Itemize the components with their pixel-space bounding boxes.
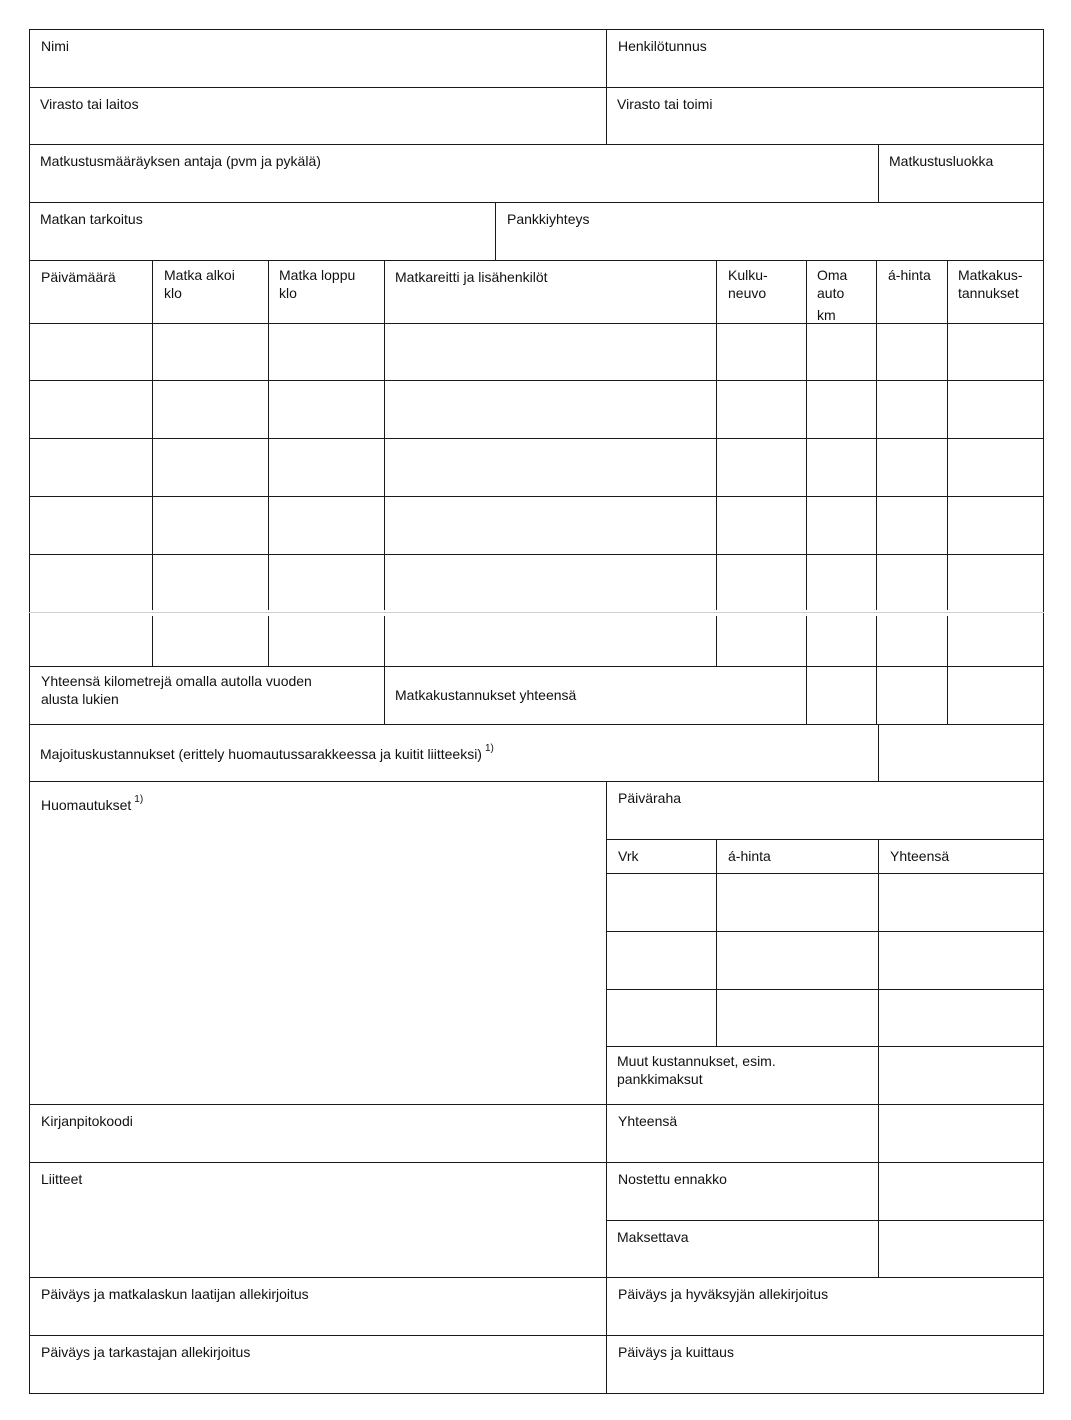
header-loppu: Matka loppu — [279, 267, 356, 283]
header-oma-auto-km: km — [817, 307, 836, 323]
rule — [606, 839, 1044, 840]
label-paivaraha: Päiväraha — [618, 790, 682, 806]
header-reitti: Matkareitti ja lisähenkilöt — [395, 269, 548, 285]
label-virasto-toimi: Virasto tai toimi — [617, 96, 713, 112]
label-yhteensa-km-2: alusta lukien — [41, 691, 119, 707]
liitteet-field[interactable] — [30, 1163, 606, 1277]
majoitus-text: Majoituskustannukset (erittely huomautussarakkeessa ja kuitit liitteeksi) — [40, 746, 482, 762]
label-henkilotunnus: Henkilötunnus — [618, 38, 707, 54]
header-a-hinta: á-hinta — [888, 267, 931, 283]
laatija-signature-field[interactable] — [30, 1278, 606, 1335]
label-yhteensa: Yhteensä — [618, 1113, 678, 1129]
header-oma-auto-2: auto — [817, 285, 845, 301]
table-row[interactable] — [30, 616, 1043, 666]
maksettava-field[interactable] — [879, 1221, 1043, 1277]
rule — [29, 260, 1044, 261]
footnote-mark: 1) — [484, 743, 494, 754]
kuittaus-signature-field[interactable] — [607, 1336, 1043, 1393]
label-matkakustannukset-yhteensa: Matkakustannukset yhteensä — [395, 687, 577, 703]
majoitus-field[interactable] — [879, 725, 1043, 781]
virasto-toimi-field[interactable] — [607, 88, 1043, 144]
label-muut-kustannukset: Muut kustannukset, esim. — [617, 1053, 776, 1069]
cost-total-field[interactable] — [948, 667, 1043, 724]
label-a-hinta: á-hinta — [728, 848, 771, 864]
table-row[interactable] — [30, 555, 1043, 610]
kirjanpitokoodi-field[interactable] — [30, 1105, 606, 1162]
table-row[interactable] — [30, 497, 1043, 554]
rule — [1043, 29, 1044, 1394]
pankkiyhteys-field[interactable] — [496, 203, 1043, 260]
table-row[interactable] — [30, 381, 1043, 438]
huomautukset-text: Huomautukset — [41, 797, 132, 813]
label-yhteensa-col: Yhteensä — [890, 848, 950, 864]
label-matkan-tarkoitus: Matkan tarkoitus — [40, 211, 143, 227]
matkustusmaarays-field[interactable] — [30, 145, 878, 202]
hyvaksyja-signature-field[interactable] — [607, 1278, 1043, 1335]
label-nimi: Nimi — [41, 38, 69, 54]
nimi-field[interactable] — [30, 30, 606, 87]
henkilotunnus-field[interactable] — [607, 30, 1043, 87]
label-nostettu-ennakko: Nostettu ennakko — [618, 1171, 727, 1187]
yhteensa-field[interactable] — [879, 1105, 1043, 1162]
label-pankkiyhteys: Pankkiyhteys — [507, 211, 590, 227]
label-maksettava: Maksettava — [617, 1229, 689, 1245]
header-paivamaara: Päivämäärä — [41, 269, 116, 285]
label-liitteet: Liitteet — [41, 1171, 83, 1187]
label-vrk: Vrk — [618, 848, 639, 864]
label-muut-kustannukset-2: pankkimaksut — [617, 1071, 703, 1087]
tarkastaja-signature-field[interactable] — [30, 1336, 606, 1393]
label-matkustusluokka: Matkustusluokka — [889, 153, 994, 169]
header-kulkuneuvo-2: neuvo — [728, 285, 767, 301]
km-total-field[interactable] — [807, 667, 876, 724]
paivaraha-row[interactable] — [607, 990, 1043, 1046]
label-paivays-tarkastaja: Päiväys ja tarkastajan allekirjoitus — [41, 1344, 251, 1360]
label-yhteensa-km: Yhteensä kilometrejä omalla autolla vuoden — [41, 673, 312, 689]
header-loppu-klo: klo — [279, 285, 297, 301]
header-alkoi-klo: klo — [164, 285, 182, 301]
header-matkakustannukset: Matkakus- — [958, 267, 1023, 283]
a-hinta-total-field[interactable] — [877, 667, 947, 724]
matkan-tarkoitus-field[interactable] — [30, 203, 495, 260]
label-matkustusmaarays: Matkustusmääräyksen antaja (pvm ja pykälä) — [40, 153, 321, 169]
table-row[interactable] — [30, 324, 1043, 380]
header-kulkuneuvo: Kulku- — [728, 267, 768, 283]
label-kirjanpitokoodi: Kirjanpitokoodi — [41, 1113, 133, 1129]
rule — [29, 612, 1044, 613]
matkustusluokka-field[interactable] — [879, 145, 1043, 202]
huomautukset-field[interactable] — [30, 782, 606, 1104]
paivaraha-row[interactable] — [607, 932, 1043, 989]
virasto-laitos-field[interactable] — [30, 88, 606, 144]
label-majoitus — [40, 745, 494, 766]
table-row[interactable] — [30, 439, 1043, 496]
label-paivays-kuittaus: Päiväys ja kuittaus — [618, 1344, 734, 1360]
rule — [29, 1393, 1044, 1394]
label-paivays-laatija: Päiväys ja matkalaskun laatijan allekirjoitus — [41, 1286, 309, 1302]
header-matkakustannukset-2: tannukset — [958, 285, 1019, 301]
paivaraha-row[interactable] — [607, 874, 1043, 931]
muut-kustannukset-field[interactable] — [879, 1047, 1043, 1104]
header-alkoi: Matka alkoi — [164, 267, 235, 283]
footnote-mark: 1) — [134, 794, 144, 805]
label-paivays-hyvaksyja: Päiväys ja hyväksyjän allekirjoitus — [618, 1286, 829, 1302]
header-oma-auto: Oma — [817, 267, 848, 283]
label-virasto-laitos: Virasto tai laitos — [40, 96, 139, 112]
nostettu-ennakko-field[interactable] — [879, 1163, 1043, 1220]
